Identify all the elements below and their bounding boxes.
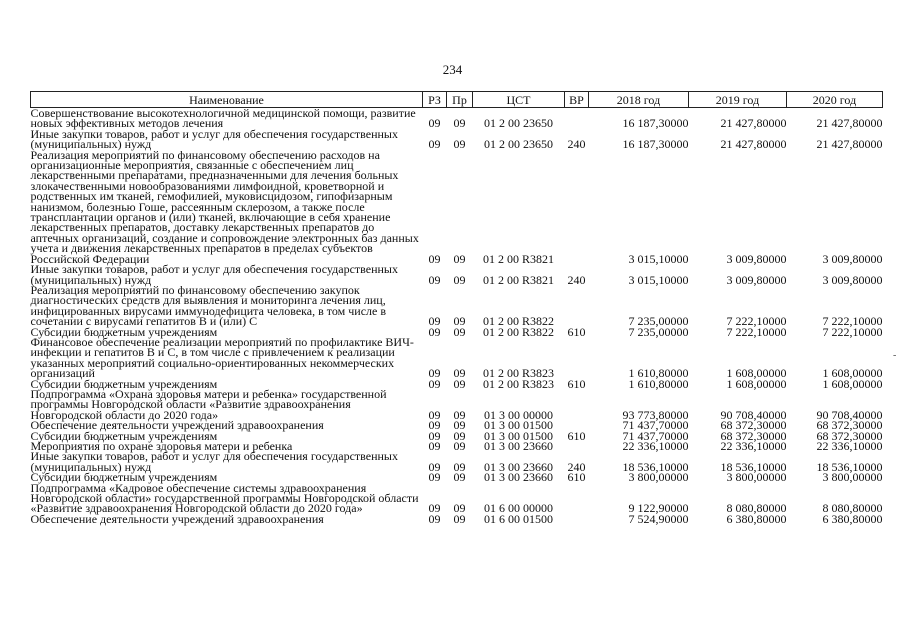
cell-pr: 09 — [453, 439, 466, 453]
cell-name: Обеспечение деятельности учреждений здравоохранения — [30, 511, 324, 526]
cell-name: Мероприятия по охране здоровья матери и ребенка — [30, 439, 293, 453]
cell-rz: 09 — [428, 459, 441, 474]
cell-vr: 240 — [567, 137, 586, 152]
cell-pr: 09 — [453, 314, 466, 329]
cell-y2018: 7 524,90000 — [628, 511, 689, 526]
cell-y2018: 3 015,10000 — [628, 272, 689, 287]
cell-y2019: 90 708,40000 — [720, 407, 787, 422]
cell-cst: 01 2 00 R3821 — [482, 251, 554, 266]
cell-y2019: 68 372,30000 — [720, 428, 787, 443]
cell-vr: 610 — [567, 470, 586, 485]
cell-name: Субсидии бюджетным учреждениям — [30, 470, 218, 485]
cell-y2020: 6 380,80000 — [822, 511, 883, 526]
cell-rz: 09 — [428, 418, 441, 433]
cell-y2019: 1 608,00000 — [726, 366, 787, 381]
cell-vr: 240 — [567, 272, 586, 287]
cell-rz: 09 — [428, 116, 441, 131]
table-row — [31, 264, 883, 285]
header-vr: ВР — [565, 92, 589, 108]
cell-cst: 01 2 00 23650 — [484, 116, 553, 131]
cell-y2018: 93 773,80000 — [622, 407, 689, 422]
cell-rz: 09 — [428, 501, 441, 516]
cell-pr: 09 — [453, 251, 466, 266]
cell-pr: 09 — [453, 324, 466, 339]
cell-pr: 09 — [453, 470, 466, 485]
cell-y2018: 3 015,10000 — [628, 251, 689, 266]
cell-cst: 01 2 00 R3822 — [482, 324, 554, 339]
cell-pr: 09 — [453, 407, 466, 422]
cell-y2020: 3 009,80000 — [822, 272, 883, 287]
cell-rz: 09 — [428, 251, 441, 266]
cell-vr — [565, 483, 589, 514]
cell-vr — [565, 514, 589, 524]
table-row — [31, 483, 883, 514]
cell-pr: 09 — [453, 137, 466, 152]
cell-name: Иные закупки товаров, работ и услуг для обеспечения государственных (муниципальных) нужд — [30, 126, 398, 152]
table-row — [31, 285, 883, 327]
cell-y2018: 71 437,70000 — [622, 428, 689, 443]
table-row — [31, 451, 883, 472]
cell-y2018: 71 437,70000 — [622, 418, 689, 433]
cell-name: Подпрограмма «Кадровое обеспечение системы здравоохранения Новгородской области» государственной программы Новгородской области «Развитие здравоохранения Новгородской области до 2020 года» — [30, 480, 419, 516]
cell-pr: 09 — [453, 272, 466, 287]
cell-cst: 01 2 00 23650 — [484, 137, 553, 152]
cell-cst: 01 2 00 R3822 — [482, 314, 554, 329]
cell-cst: 01 3 00 23660 — [484, 439, 553, 453]
cell-y2018: 22 336,10000 — [622, 439, 689, 453]
table-row — [31, 389, 883, 420]
cell-y2020: 3 800,00000 — [822, 470, 883, 485]
cell-cst: 01 3 00 00000 — [484, 407, 553, 422]
cell-rz: 09 — [428, 439, 441, 453]
cell-y2019: 3 800,00000 — [726, 470, 787, 485]
cell-y2018: 1 610,80000 — [628, 366, 689, 381]
cell-y2018: 16 187,30000 — [622, 116, 689, 131]
cell-cst: 01 6 00 01500 — [484, 511, 553, 526]
cell-y2020: 21 427,80000 — [816, 137, 883, 152]
table-row — [31, 514, 883, 524]
cell-cst: 01 2 00 R3821 — [482, 272, 554, 287]
cell-y2019: 21 427,80000 — [720, 137, 787, 152]
cell-name: Совершенствование высокотехнологичной медицинской помощи, развитие новых эффективных методов лечения — [30, 106, 416, 131]
cell-name: Субсидии бюджетным учреждениям — [30, 376, 218, 391]
cell-y2018: 16 187,30000 — [622, 137, 689, 152]
cell-vr: 610 — [567, 376, 586, 391]
cell-y2018: 7 235,00000 — [628, 324, 689, 339]
cell-rz: 09 — [428, 511, 441, 526]
cell-rz: 09 — [428, 407, 441, 422]
cell-rz: 09 — [428, 324, 441, 339]
budget-table — [30, 91, 883, 524]
cell-y2019: 22 336,10000 — [720, 439, 787, 453]
cell-rz: 09 — [428, 314, 441, 329]
header-rz: РЗ — [423, 92, 447, 108]
cell-y2019: 8 080,80000 — [726, 501, 787, 516]
cell-y2018: 3 800,00000 — [628, 470, 689, 485]
cell-y2020: 8 080,80000 — [822, 501, 883, 516]
cell-cst: 01 2 00 R3823 — [482, 376, 554, 391]
cell-vr: 610 — [567, 324, 586, 339]
cell-rz: 09 — [428, 470, 441, 485]
cell-vr — [565, 150, 589, 264]
table-body — [31, 108, 883, 525]
header-cst: ЦСТ — [473, 92, 565, 108]
cell-cst: 01 2 00 R3823 — [482, 366, 554, 381]
cell-pr: 09 — [453, 376, 466, 391]
cell-rz: 09 — [428, 137, 441, 152]
cell-name: Реализация мероприятий по финансовому обеспечению расходов на организационные мероприятия, связанные с обеспечением лиц лекарственными препаратами, предназначенными для лечения больных злокачественными новообразованиями лимфоидной, кроветворной и родственных им тканей, гемофилией, муковисцидозом, гипофизарным нанизмом, болезнью Гоше, рассеянным склерозом, а также после трансплантации органов и (или) тканей, включающие в себя хранение лекарственных препаратов, доставку лекарственных препаратов до аптечных организаций, создание и сопровождение электронных баз данных учета и движения лекарственных препаратов в пределах субъектов Российской Федерации — [30, 147, 419, 266]
cell-y2019: 68 372,30000 — [720, 418, 787, 433]
cell-pr: 09 — [453, 501, 466, 516]
cell-y2020: 1 608,00000 — [822, 366, 883, 381]
cell-y2019: 18 536,10000 — [720, 459, 787, 474]
table-row — [31, 150, 883, 264]
cell-cst: 01 3 00 01500 — [484, 428, 553, 443]
header-2019: 2019 год — [689, 92, 787, 108]
cell-y2020: 7 222,10000 — [822, 324, 883, 339]
cell-y2019: 6 380,80000 — [726, 511, 787, 526]
cell-vr — [565, 337, 589, 379]
cell-y2018: 1 610,80000 — [628, 376, 689, 391]
cell-y2020: 18 536,10000 — [816, 459, 883, 474]
cell-y2020: 3 009,80000 — [822, 251, 883, 266]
cell-y2020: 1 608,00000 — [822, 376, 883, 391]
cell-name: Реализация мероприятий по финансовому обеспечению закупок диагностических средств для выявления и мониторинга лечения лиц, инфицированных вирусами иммунодефицита человека, в том числе в сочетании с вирусами гепатитов В и (или) С — [30, 282, 387, 329]
header-pr: Пр — [447, 92, 473, 108]
cell-pr: 09 — [453, 459, 466, 474]
cell-rz: 09 — [428, 428, 441, 443]
cell-vr: 240 — [567, 459, 586, 474]
cell-cst: 01 6 00 00000 — [484, 501, 553, 516]
table-row — [31, 337, 883, 379]
cell-name: Подпрограмма «Охрана здоровья матери и ребенка» государственной программы Новгородской области «Развитие здравоохранения Новгородской области до 2020 года» — [30, 386, 387, 422]
header-2018: 2018 год — [589, 92, 689, 108]
cell-name: Субсидии бюджетным учреждениям — [30, 324, 218, 339]
cell-y2020: 68 372,30000 — [816, 418, 883, 433]
cell-y2019: 7 222,10000 — [726, 324, 787, 339]
cell-y2019: 21 427,80000 — [720, 116, 787, 131]
table-row — [31, 108, 883, 129]
cell-rz: 09 — [428, 366, 441, 381]
cell-rz: 09 — [428, 376, 441, 391]
cell-name: Финансовое обеспечение реализации мероприятий по профилактике ВИЧ-инфекции и гепатитов В и С, в том числе с привлечением к реализации указанных мероприятий социально-ориентированных некоммерческих организаций — [30, 334, 414, 381]
cell-name: Субсидии бюджетным учреждениям — [30, 428, 218, 443]
cell-y2020: 22 336,10000 — [816, 439, 883, 453]
header-name: Наименование — [31, 92, 423, 108]
cell-pr: 09 — [453, 366, 466, 381]
header-2020: 2020 год — [787, 92, 883, 108]
cell-y2019: 7 222,10000 — [726, 314, 787, 329]
cell-y2019: 3 009,80000 — [726, 272, 787, 287]
cell-y2018: 18 536,10000 — [622, 459, 689, 474]
cell-cst: 01 3 00 23660 — [484, 470, 553, 485]
cell-y2020: 7 222,10000 — [822, 314, 883, 329]
cell-name: Иные закупки товаров, работ и услуг для обеспечения государственных (муниципальных) нужд — [30, 449, 398, 474]
cell-y2019: 3 009,80000 — [726, 251, 787, 266]
cell-pr: 09 — [453, 428, 466, 443]
page-number: 234 — [442, 62, 463, 77]
cell-cst: 01 3 00 01500 — [484, 418, 553, 433]
cell-vr — [565, 108, 589, 129]
cell-vr — [565, 285, 589, 327]
cell-vr — [565, 389, 589, 420]
table-row — [31, 129, 883, 150]
cell-pr: 09 — [453, 116, 466, 131]
cell-cst: 01 3 00 23660 — [484, 459, 553, 474]
edge-mark: - — [893, 350, 897, 361]
cell-y2018: 7 235,00000 — [628, 314, 689, 329]
cell-y2019: 1 608,00000 — [726, 376, 787, 391]
cell-y2020: 68 372,30000 — [816, 428, 883, 443]
cell-name: Иные закупки товаров, работ и услуг для обеспечения государственных (муниципальных) нужд — [30, 262, 398, 287]
cell-pr: 09 — [453, 511, 466, 526]
cell-pr: 09 — [453, 418, 466, 433]
cell-name: Обеспечение деятельности учреждений здравоохранения — [30, 418, 324, 433]
cell-vr: 610 — [567, 428, 586, 443]
cell-rz: 09 — [428, 272, 441, 287]
cell-y2018: 9 122,90000 — [628, 501, 689, 516]
cell-y2020: 90 708,40000 — [816, 407, 883, 422]
cell-y2020: 21 427,80000 — [816, 116, 883, 131]
